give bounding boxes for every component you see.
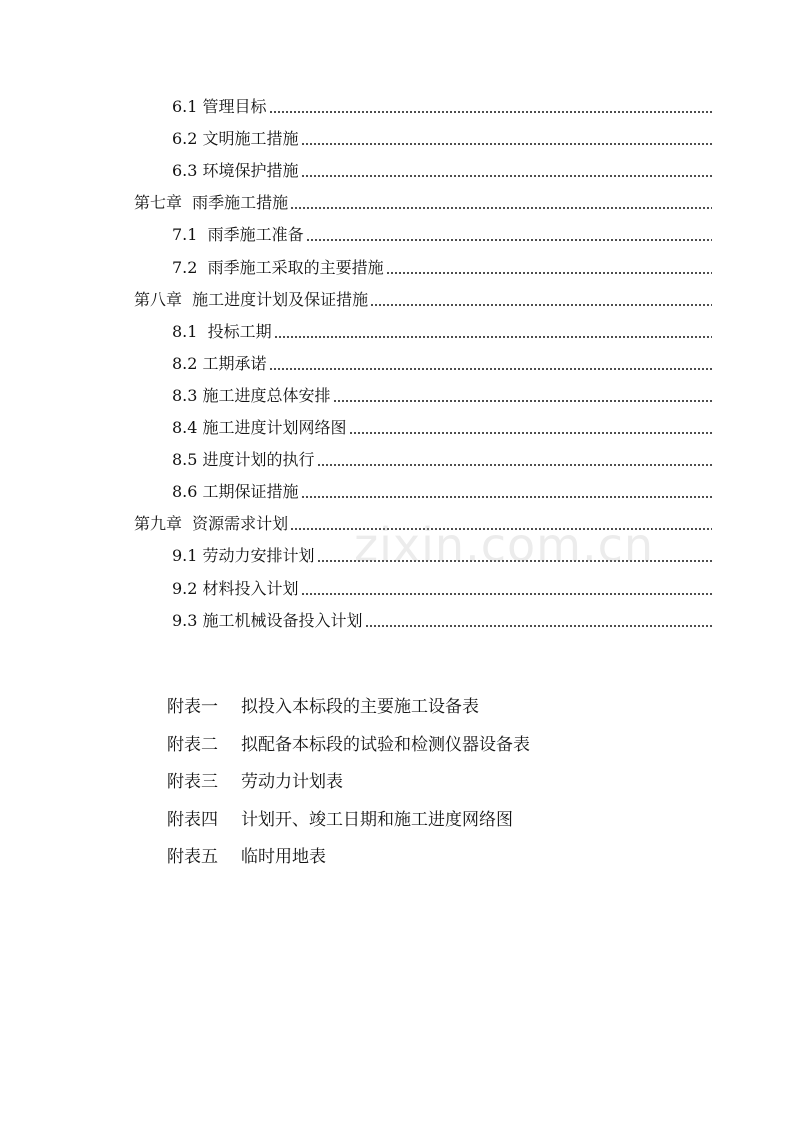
toc-dot-leader bbox=[306, 238, 712, 242]
toc-dot-leader bbox=[269, 367, 712, 371]
appendix-number: 附表一 bbox=[167, 697, 218, 717]
toc-entry-label: 8.4 施工进度计划网络图 bbox=[172, 418, 347, 437]
toc-dot-leader bbox=[290, 206, 712, 210]
toc-section-entry[interactable] bbox=[172, 346, 712, 374]
toc-section-entry[interactable] bbox=[172, 89, 712, 117]
toc-dot-leader bbox=[290, 527, 712, 531]
toc-entry-label: 8.6 工期保证措施 bbox=[172, 482, 299, 502]
toc-entry-label: 7.2 雨季施工采取的主要措施 bbox=[172, 257, 384, 277]
toc-entry-label: 8.2 工期承诺 bbox=[172, 353, 267, 373]
toc-entry-label: 6.1 管理目标 bbox=[172, 97, 267, 116]
watermark: zixin.com.cn bbox=[354, 518, 655, 572]
toc-section-entry[interactable] bbox=[172, 474, 712, 502]
toc-dot-leader bbox=[317, 463, 712, 467]
appendix-entry bbox=[167, 845, 530, 883]
appendix-list bbox=[167, 695, 530, 883]
appendix-title: 拟投入本标段的主要施工设备表 bbox=[241, 697, 479, 717]
toc-section-entry[interactable] bbox=[172, 442, 712, 470]
toc-dot-leader bbox=[269, 110, 712, 114]
appendix-number: 附表四 bbox=[167, 809, 218, 830]
toc-section-entry[interactable] bbox=[172, 217, 712, 245]
toc-section-entry[interactable] bbox=[172, 603, 712, 631]
toc-section-entry[interactable] bbox=[172, 378, 712, 406]
appendix-number: 附表三 bbox=[167, 772, 218, 792]
appendix-number: 附表二 bbox=[167, 734, 218, 755]
toc-section-entry[interactable] bbox=[172, 314, 712, 342]
toc-chapter-entry[interactable] bbox=[134, 506, 712, 534]
toc-section-entry[interactable] bbox=[172, 538, 712, 566]
toc-dot-leader bbox=[370, 303, 712, 307]
appendix-entry bbox=[167, 770, 530, 808]
appendix-title: 临时用地表 bbox=[241, 847, 326, 867]
appendix-title: 拟配备本标段的试验和检测仪器设备表 bbox=[241, 734, 530, 755]
toc-entry-label: 9.3 施工机械设备投入计划 bbox=[172, 610, 363, 630]
toc-chapter-entry[interactable] bbox=[134, 185, 712, 213]
toc-entry-label: 9.1 劳动力安排计划 bbox=[172, 546, 315, 566]
toc-dot-leader bbox=[301, 142, 712, 146]
toc-section-entry[interactable] bbox=[172, 410, 712, 438]
appendix-title: 劳动力计划表 bbox=[241, 772, 343, 792]
appendix-entry bbox=[167, 733, 530, 771]
toc-dot-leader bbox=[333, 399, 712, 403]
appendix-title: 计划开、竣工日期和施工进度网络图 bbox=[241, 809, 513, 830]
toc-dot-leader bbox=[386, 271, 712, 275]
appendix-number: 附表五 bbox=[167, 847, 218, 867]
toc-entry-label: 7.1 雨季施工准备 bbox=[172, 225, 304, 245]
toc-dot-leader bbox=[365, 624, 712, 628]
toc-entry-label: 8.5 进度计划的执行 bbox=[172, 450, 315, 470]
toc-section-entry[interactable] bbox=[172, 571, 712, 599]
toc-dot-leader bbox=[301, 174, 712, 178]
toc-entry-label: 8.3 施工进度总体安排 bbox=[172, 385, 331, 405]
appendix-entry bbox=[167, 695, 530, 733]
toc-entry-label: 8.1 投标工期 bbox=[172, 321, 272, 341]
toc-entry-label: 第九章 资源需求计划 bbox=[134, 514, 289, 534]
appendix-entry bbox=[167, 808, 530, 846]
toc-dot-leader bbox=[349, 431, 712, 435]
toc-chapter-entry[interactable] bbox=[134, 282, 712, 310]
toc-entry-label: 9.2 材料投入计划 bbox=[172, 578, 299, 598]
toc-section-entry[interactable] bbox=[172, 250, 712, 278]
toc-entry-label: 第八章 施工进度计划及保证措施 bbox=[134, 289, 369, 309]
toc-entry-label: 6.3 环境保护措施 bbox=[172, 161, 299, 181]
toc-dot-leader bbox=[301, 495, 712, 499]
toc-section-entry[interactable] bbox=[172, 121, 712, 149]
toc-dot-leader bbox=[274, 335, 712, 339]
toc-entry-label: 第七章 雨季施工措施 bbox=[134, 193, 289, 213]
toc-dot-leader bbox=[317, 559, 712, 563]
toc-entry-label: 6.2 文明施工措施 bbox=[172, 129, 299, 149]
toc-section-entry[interactable] bbox=[172, 153, 712, 181]
toc-dot-leader bbox=[301, 592, 712, 596]
